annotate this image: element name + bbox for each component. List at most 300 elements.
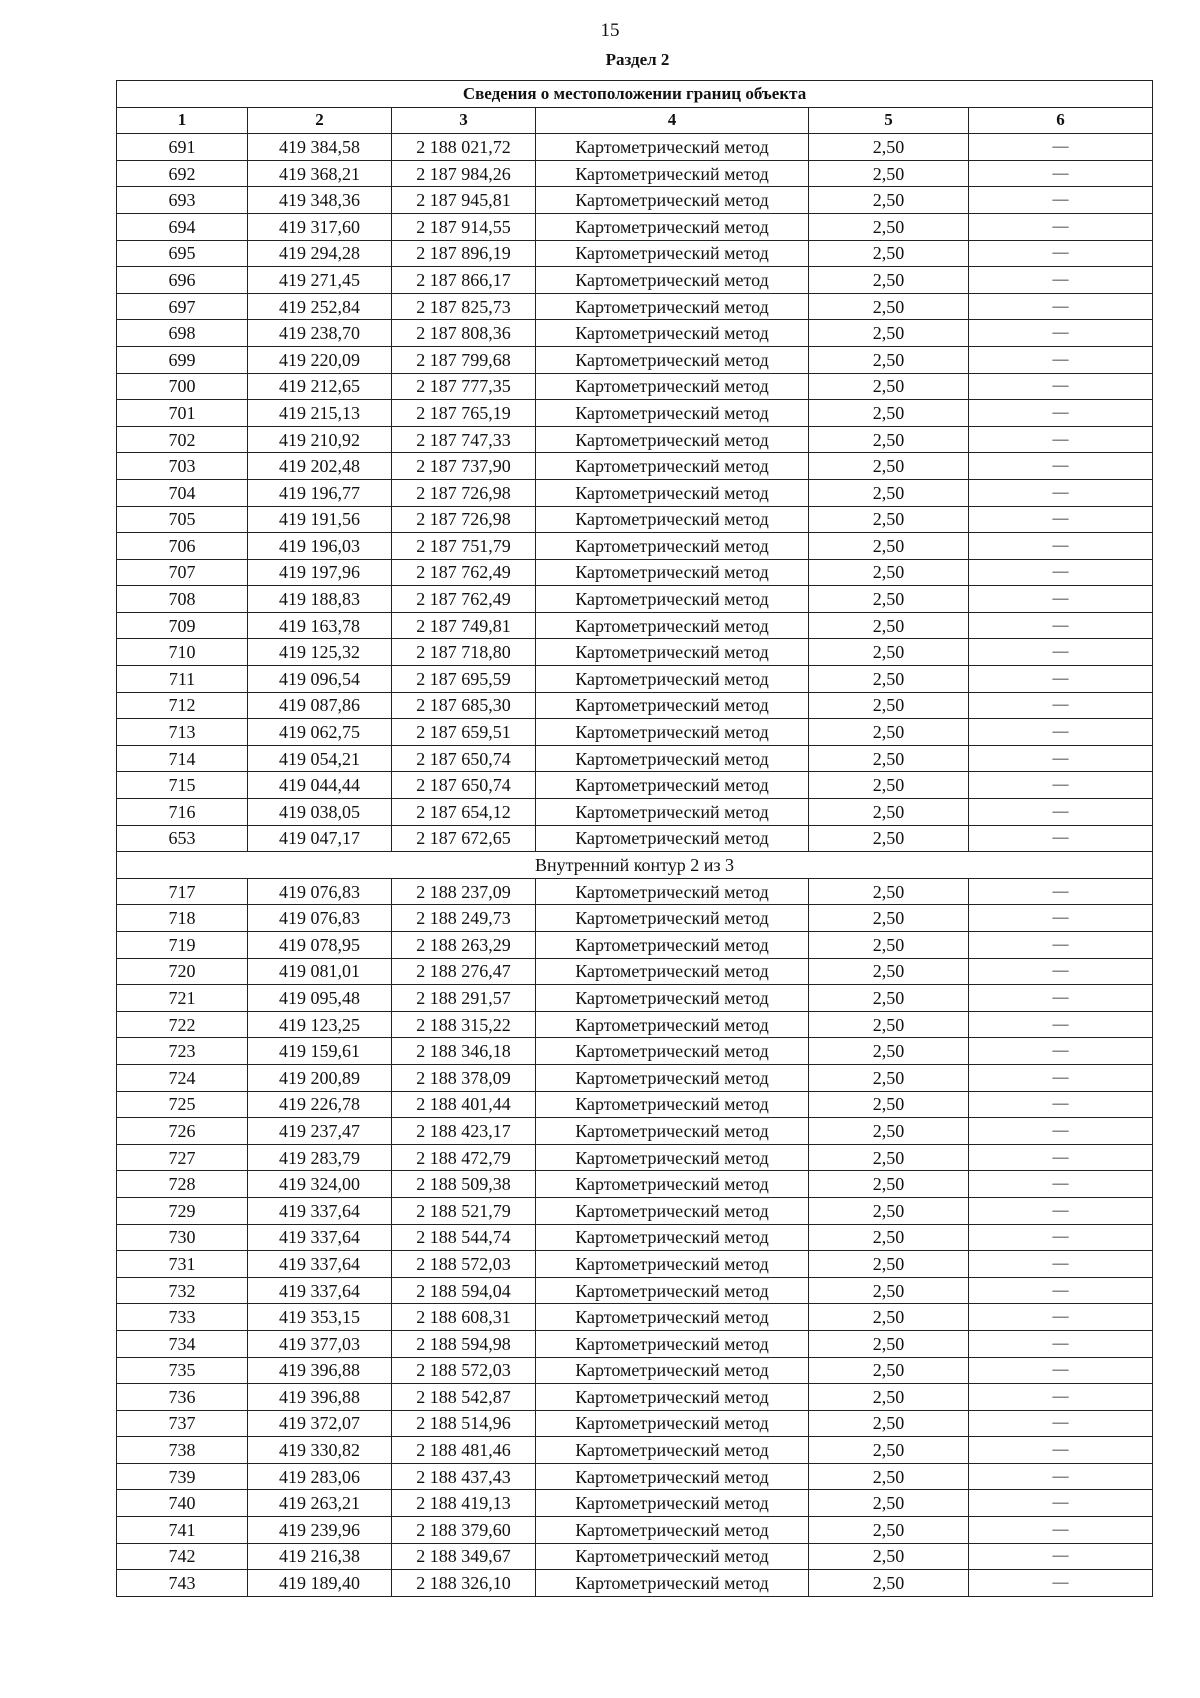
point-number-cell: 727 — [117, 1144, 248, 1171]
x-coordinate-cell: 419 087,86 — [248, 692, 392, 719]
description-cell: — — [969, 267, 1153, 294]
method-cell: Картометрический метод — [536, 1038, 809, 1065]
method-cell: Картометрический метод — [536, 1251, 809, 1278]
page-number: 15 — [600, 20, 620, 41]
y-coordinate-cell: 2 188 542,87 — [392, 1384, 536, 1411]
table-row — [117, 533, 1153, 560]
y-coordinate-cell: 2 187 777,35 — [392, 373, 536, 400]
x-coordinate-cell: 419 271,45 — [248, 267, 392, 294]
accuracy-cell: 2,50 — [809, 293, 969, 320]
table-row — [117, 1144, 1153, 1171]
point-number-cell: 733 — [117, 1304, 248, 1331]
accuracy-cell: 2,50 — [809, 666, 969, 693]
y-coordinate-cell: 2 187 945,81 — [392, 187, 536, 214]
table-row — [117, 1357, 1153, 1384]
y-coordinate-cell: 2 188 419,13 — [392, 1490, 536, 1517]
table-row — [117, 479, 1153, 506]
description-cell: — — [969, 400, 1153, 427]
point-number-cell: 703 — [117, 453, 248, 480]
method-cell: Картометрический метод — [536, 772, 809, 799]
table-row — [117, 400, 1153, 427]
point-number-cell: 736 — [117, 1384, 248, 1411]
y-coordinate-cell: 2 187 896,19 — [392, 240, 536, 267]
method-cell: Картометрический метод — [536, 1517, 809, 1544]
table-row — [117, 1410, 1153, 1437]
point-number-cell: 719 — [117, 932, 248, 959]
accuracy-cell: 2,50 — [809, 213, 969, 240]
accuracy-cell: 2,50 — [809, 160, 969, 187]
y-coordinate-cell: 2 188 521,79 — [392, 1197, 536, 1224]
accuracy-cell: 2,50 — [809, 612, 969, 639]
x-coordinate-cell: 419 372,07 — [248, 1410, 392, 1437]
table-row — [117, 825, 1153, 852]
table-row — [117, 1064, 1153, 1091]
table-row — [117, 932, 1153, 959]
method-cell: Картометрический метод — [536, 400, 809, 427]
x-coordinate-cell: 419 283,79 — [248, 1144, 392, 1171]
accuracy-cell: 2,50 — [809, 905, 969, 932]
x-coordinate-cell: 419 081,01 — [248, 958, 392, 985]
accuracy-cell: 2,50 — [809, 1118, 969, 1145]
description-cell: — — [969, 1437, 1153, 1464]
x-coordinate-cell: 419 047,17 — [248, 825, 392, 852]
table-row — [117, 293, 1153, 320]
y-coordinate-cell: 2 187 751,79 — [392, 533, 536, 560]
x-coordinate-cell: 419 294,28 — [248, 240, 392, 267]
x-coordinate-cell: 419 188,83 — [248, 586, 392, 613]
x-coordinate-cell: 419 239,96 — [248, 1517, 392, 1544]
y-coordinate-cell: 2 187 762,49 — [392, 559, 536, 586]
method-cell: Картометрический метод — [536, 719, 809, 746]
description-cell: — — [969, 479, 1153, 506]
y-coordinate-cell: 2 188 572,03 — [392, 1251, 536, 1278]
point-number-cell: 711 — [117, 666, 248, 693]
y-coordinate-cell: 2 187 654,12 — [392, 799, 536, 826]
description-cell: — — [969, 346, 1153, 373]
accuracy-cell: 2,50 — [809, 1277, 969, 1304]
x-coordinate-cell: 419 200,89 — [248, 1064, 392, 1091]
table-row — [117, 1384, 1153, 1411]
table-row — [117, 453, 1153, 480]
method-cell: Картометрический метод — [536, 240, 809, 267]
method-cell: Картометрический метод — [536, 134, 809, 161]
method-cell: Картометрический метод — [536, 320, 809, 347]
method-cell: Картометрический метод — [536, 1570, 809, 1597]
description-cell: — — [969, 453, 1153, 480]
contour-subheading: Внутренний контур 2 из 3 — [117, 852, 1153, 879]
table-row — [117, 612, 1153, 639]
method-cell: Картометрический метод — [536, 1091, 809, 1118]
description-cell: — — [969, 719, 1153, 746]
accuracy-cell: 2,50 — [809, 1490, 969, 1517]
accuracy-cell: 2,50 — [809, 1463, 969, 1490]
description-cell: — — [969, 1357, 1153, 1384]
table-row — [117, 1330, 1153, 1357]
x-coordinate-cell: 419 377,03 — [248, 1330, 392, 1357]
point-number-cell: 707 — [117, 559, 248, 586]
table-row — [117, 772, 1153, 799]
y-coordinate-cell: 2 188 544,74 — [392, 1224, 536, 1251]
table-row — [117, 1277, 1153, 1304]
point-number-cell: 730 — [117, 1224, 248, 1251]
description-cell: — — [969, 1543, 1153, 1570]
accuracy-cell: 2,50 — [809, 1570, 969, 1597]
y-coordinate-cell: 2 187 685,30 — [392, 692, 536, 719]
accuracy-cell: 2,50 — [809, 932, 969, 959]
y-coordinate-cell: 2 187 650,74 — [392, 745, 536, 772]
y-coordinate-cell: 2 187 765,19 — [392, 400, 536, 427]
method-cell: Картометрический метод — [536, 1490, 809, 1517]
x-coordinate-cell: 419 189,40 — [248, 1570, 392, 1597]
point-number-cell: 705 — [117, 506, 248, 533]
point-number-cell: 701 — [117, 400, 248, 427]
table-row — [117, 1171, 1153, 1198]
y-coordinate-cell: 2 187 659,51 — [392, 719, 536, 746]
table-row — [117, 586, 1153, 613]
y-coordinate-cell: 2 188 608,31 — [392, 1304, 536, 1331]
point-number-cell: 726 — [117, 1118, 248, 1145]
description-cell: — — [969, 426, 1153, 453]
point-number-cell: 721 — [117, 985, 248, 1012]
description-cell: — — [969, 1490, 1153, 1517]
x-coordinate-cell: 419 202,48 — [248, 453, 392, 480]
y-coordinate-cell: 2 188 437,43 — [392, 1463, 536, 1490]
accuracy-cell: 2,50 — [809, 1437, 969, 1464]
point-number-cell: 710 — [117, 639, 248, 666]
accuracy-cell: 2,50 — [809, 719, 969, 746]
method-cell: Картометрический метод — [536, 293, 809, 320]
accuracy-cell: 2,50 — [809, 586, 969, 613]
y-coordinate-cell: 2 188 481,46 — [392, 1437, 536, 1464]
method-cell: Картометрический метод — [536, 346, 809, 373]
x-coordinate-cell: 419 337,64 — [248, 1251, 392, 1278]
table-row — [117, 985, 1153, 1012]
accuracy-cell: 2,50 — [809, 1091, 969, 1118]
section-title: Раздел 2 — [605, 50, 670, 69]
method-cell: Картометрический метод — [536, 878, 809, 905]
method-cell: Картометрический метод — [536, 1118, 809, 1145]
table-row — [117, 1543, 1153, 1570]
x-coordinate-cell: 419 163,78 — [248, 612, 392, 639]
x-coordinate-cell: 419 252,84 — [248, 293, 392, 320]
y-coordinate-cell: 2 188 276,47 — [392, 958, 536, 985]
x-coordinate-cell: 419 396,88 — [248, 1357, 392, 1384]
y-coordinate-cell: 2 188 594,04 — [392, 1277, 536, 1304]
description-cell: — — [969, 160, 1153, 187]
y-coordinate-cell: 2 188 315,22 — [392, 1011, 536, 1038]
point-number-cell: 693 — [117, 187, 248, 214]
description-cell: — — [969, 1304, 1153, 1331]
y-coordinate-cell: 2 187 650,74 — [392, 772, 536, 799]
table-body — [117, 134, 1153, 1597]
point-number-cell: 740 — [117, 1490, 248, 1517]
x-coordinate-cell: 419 095,48 — [248, 985, 392, 1012]
x-coordinate-cell: 419 324,00 — [248, 1171, 392, 1198]
point-number-cell: 712 — [117, 692, 248, 719]
description-cell: — — [969, 1384, 1153, 1411]
table-row — [117, 1437, 1153, 1464]
y-coordinate-cell: 2 187 747,33 — [392, 426, 536, 453]
description-cell: — — [969, 932, 1153, 959]
description-cell: — — [969, 1517, 1153, 1544]
table-row — [117, 958, 1153, 985]
boundary-coordinates-table — [116, 80, 1153, 1597]
point-number-cell: 716 — [117, 799, 248, 826]
x-coordinate-cell: 419 238,70 — [248, 320, 392, 347]
accuracy-cell: 2,50 — [809, 453, 969, 480]
x-coordinate-cell: 419 076,83 — [248, 905, 392, 932]
table-row — [117, 1490, 1153, 1517]
table-row — [117, 373, 1153, 400]
description-cell: — — [969, 692, 1153, 719]
y-coordinate-cell: 2 188 514,96 — [392, 1410, 536, 1437]
method-cell: Картометрический метод — [536, 426, 809, 453]
y-coordinate-cell: 2 188 472,79 — [392, 1144, 536, 1171]
description-cell: — — [969, 134, 1153, 161]
table-row — [117, 1011, 1153, 1038]
y-coordinate-cell: 2 188 237,09 — [392, 878, 536, 905]
method-cell: Картометрический метод — [536, 160, 809, 187]
table-row — [117, 559, 1153, 586]
y-coordinate-cell: 2 187 672,65 — [392, 825, 536, 852]
table-row — [117, 666, 1153, 693]
accuracy-cell: 2,50 — [809, 240, 969, 267]
point-number-cell: 724 — [117, 1064, 248, 1091]
y-coordinate-cell: 2 188 594,98 — [392, 1330, 536, 1357]
y-coordinate-cell: 2 187 866,17 — [392, 267, 536, 294]
accuracy-cell: 2,50 — [809, 1011, 969, 1038]
table-row — [117, 745, 1153, 772]
x-coordinate-cell: 419 348,36 — [248, 187, 392, 214]
description-cell: — — [969, 559, 1153, 586]
accuracy-cell: 2,50 — [809, 187, 969, 214]
y-coordinate-cell: 2 188 349,67 — [392, 1543, 536, 1570]
y-coordinate-cell: 2 187 825,73 — [392, 293, 536, 320]
x-coordinate-cell: 419 159,61 — [248, 1038, 392, 1065]
x-coordinate-cell: 419 076,83 — [248, 878, 392, 905]
accuracy-cell: 2,50 — [809, 1543, 969, 1570]
x-coordinate-cell: 419 038,05 — [248, 799, 392, 826]
accuracy-cell: 2,50 — [809, 1517, 969, 1544]
method-cell: Картометрический метод — [536, 187, 809, 214]
column-number: 1 — [117, 107, 248, 134]
method-cell: Картометрический метод — [536, 1543, 809, 1570]
accuracy-cell: 2,50 — [809, 400, 969, 427]
y-coordinate-cell: 2 187 749,81 — [392, 612, 536, 639]
accuracy-cell: 2,50 — [809, 559, 969, 586]
y-coordinate-cell: 2 187 914,55 — [392, 213, 536, 240]
column-number: 2 — [248, 107, 392, 134]
accuracy-cell: 2,50 — [809, 1304, 969, 1331]
table-row — [117, 1118, 1153, 1145]
method-cell: Картометрический метод — [536, 453, 809, 480]
description-cell: — — [969, 1224, 1153, 1251]
x-coordinate-cell: 419 283,06 — [248, 1463, 392, 1490]
method-cell: Картометрический метод — [536, 905, 809, 932]
method-cell: Картометрический метод — [536, 1277, 809, 1304]
x-coordinate-cell: 419 226,78 — [248, 1091, 392, 1118]
method-cell: Картометрический метод — [536, 1437, 809, 1464]
point-number-cell: 702 — [117, 426, 248, 453]
point-number-cell: 725 — [117, 1091, 248, 1118]
description-cell: — — [969, 586, 1153, 613]
description-cell: — — [969, 1118, 1153, 1145]
point-number-cell: 696 — [117, 267, 248, 294]
y-coordinate-cell: 2 188 346,18 — [392, 1038, 536, 1065]
point-number-cell: 698 — [117, 320, 248, 347]
description-cell: — — [969, 213, 1153, 240]
method-cell: Картометрический метод — [536, 958, 809, 985]
accuracy-cell: 2,50 — [809, 533, 969, 560]
table-row — [117, 187, 1153, 214]
x-coordinate-cell: 419 337,64 — [248, 1197, 392, 1224]
table-row — [117, 240, 1153, 267]
accuracy-cell: 2,50 — [809, 320, 969, 347]
accuracy-cell: 2,50 — [809, 1357, 969, 1384]
accuracy-cell: 2,50 — [809, 134, 969, 161]
point-number-cell: 729 — [117, 1197, 248, 1224]
point-number-cell: 715 — [117, 772, 248, 799]
method-cell: Картометрический метод — [536, 1410, 809, 1437]
point-number-cell: 741 — [117, 1517, 248, 1544]
description-cell: — — [969, 612, 1153, 639]
point-number-cell: 728 — [117, 1171, 248, 1198]
description-cell: — — [969, 1463, 1153, 1490]
description-cell: — — [969, 1171, 1153, 1198]
y-coordinate-cell: 2 188 291,57 — [392, 985, 536, 1012]
y-coordinate-cell: 2 187 737,90 — [392, 453, 536, 480]
description-cell: — — [969, 1011, 1153, 1038]
x-coordinate-cell: 419 197,96 — [248, 559, 392, 586]
y-coordinate-cell: 2 187 984,26 — [392, 160, 536, 187]
y-coordinate-cell: 2 187 718,80 — [392, 639, 536, 666]
point-number-cell: 695 — [117, 240, 248, 267]
y-coordinate-cell: 2 188 379,60 — [392, 1517, 536, 1544]
point-number-cell: 718 — [117, 905, 248, 932]
point-number-cell: 714 — [117, 745, 248, 772]
table-row — [117, 1038, 1153, 1065]
accuracy-cell: 2,50 — [809, 825, 969, 852]
y-coordinate-cell: 2 187 808,36 — [392, 320, 536, 347]
accuracy-cell: 2,50 — [809, 745, 969, 772]
description-cell: — — [969, 639, 1153, 666]
description-cell: — — [969, 1251, 1153, 1278]
x-coordinate-cell: 419 216,38 — [248, 1543, 392, 1570]
description-cell: — — [969, 1277, 1153, 1304]
method-cell: Картометрический метод — [536, 506, 809, 533]
column-number: 4 — [536, 107, 809, 134]
accuracy-cell: 2,50 — [809, 985, 969, 1012]
method-cell: Картометрический метод — [536, 586, 809, 613]
point-number-cell: 720 — [117, 958, 248, 985]
table-row — [117, 1224, 1153, 1251]
table-row — [117, 878, 1153, 905]
column-number: 5 — [809, 107, 969, 134]
method-cell: Картометрический метод — [536, 1384, 809, 1411]
y-coordinate-cell: 2 188 326,10 — [392, 1570, 536, 1597]
method-cell: Картометрический метод — [536, 1197, 809, 1224]
x-coordinate-cell: 419 123,25 — [248, 1011, 392, 1038]
method-cell: Картометрический метод — [536, 213, 809, 240]
accuracy-cell: 2,50 — [809, 1038, 969, 1065]
accuracy-cell: 2,50 — [809, 1330, 969, 1357]
method-cell: Картометрический метод — [536, 1304, 809, 1331]
description-cell: — — [969, 666, 1153, 693]
method-cell: Картометрический метод — [536, 932, 809, 959]
description-cell: — — [969, 293, 1153, 320]
point-number-cell: 723 — [117, 1038, 248, 1065]
x-coordinate-cell: 419 044,44 — [248, 772, 392, 799]
method-cell: Картометрический метод — [536, 533, 809, 560]
description-cell: — — [969, 533, 1153, 560]
point-number-cell: 731 — [117, 1251, 248, 1278]
y-coordinate-cell: 2 188 401,44 — [392, 1091, 536, 1118]
point-number-cell: 653 — [117, 825, 248, 852]
method-cell: Картометрический метод — [536, 745, 809, 772]
table-row — [117, 134, 1153, 161]
table-row — [117, 719, 1153, 746]
method-cell: Картометрический метод — [536, 479, 809, 506]
point-number-cell: 739 — [117, 1463, 248, 1490]
table-row — [117, 639, 1153, 666]
table-row — [117, 1197, 1153, 1224]
x-coordinate-cell: 419 237,47 — [248, 1118, 392, 1145]
table-row — [117, 160, 1153, 187]
table-row — [117, 692, 1153, 719]
table-row — [117, 1570, 1153, 1597]
y-coordinate-cell: 2 188 249,73 — [392, 905, 536, 932]
x-coordinate-cell: 419 212,65 — [248, 373, 392, 400]
description-cell: — — [969, 985, 1153, 1012]
y-coordinate-cell: 2 188 378,09 — [392, 1064, 536, 1091]
table-row — [117, 905, 1153, 932]
x-coordinate-cell: 419 196,77 — [248, 479, 392, 506]
point-number-cell: 699 — [117, 346, 248, 373]
accuracy-cell: 2,50 — [809, 772, 969, 799]
x-coordinate-cell: 419 078,95 — [248, 932, 392, 959]
y-coordinate-cell: 2 187 726,98 — [392, 479, 536, 506]
table-row — [117, 1517, 1153, 1544]
x-coordinate-cell: 419 125,32 — [248, 639, 392, 666]
method-cell: Картометрический метод — [536, 1144, 809, 1171]
description-cell: — — [969, 1144, 1153, 1171]
x-coordinate-cell: 419 062,75 — [248, 719, 392, 746]
description-cell: — — [969, 506, 1153, 533]
table-row — [117, 1251, 1153, 1278]
method-cell: Картометрический метод — [536, 666, 809, 693]
table-row — [117, 799, 1153, 826]
method-cell: Картометрический метод — [536, 825, 809, 852]
accuracy-cell: 2,50 — [809, 799, 969, 826]
accuracy-cell: 2,50 — [809, 1171, 969, 1198]
description-cell: — — [969, 1410, 1153, 1437]
table-title: Сведения о местоположении границ объекта — [117, 81, 1153, 108]
point-number-cell: 700 — [117, 373, 248, 400]
y-coordinate-cell: 2 188 572,03 — [392, 1357, 536, 1384]
y-coordinate-cell: 2 188 263,29 — [392, 932, 536, 959]
point-number-cell: 709 — [117, 612, 248, 639]
column-number: 3 — [392, 107, 536, 134]
x-coordinate-cell: 419 337,64 — [248, 1277, 392, 1304]
point-number-cell: 737 — [117, 1410, 248, 1437]
description-cell: — — [969, 1038, 1153, 1065]
description-cell: — — [969, 825, 1153, 852]
y-coordinate-cell: 2 188 509,38 — [392, 1171, 536, 1198]
column-number-row — [117, 107, 1153, 134]
x-coordinate-cell: 419 220,09 — [248, 346, 392, 373]
accuracy-cell: 2,50 — [809, 1144, 969, 1171]
accuracy-cell: 2,50 — [809, 639, 969, 666]
